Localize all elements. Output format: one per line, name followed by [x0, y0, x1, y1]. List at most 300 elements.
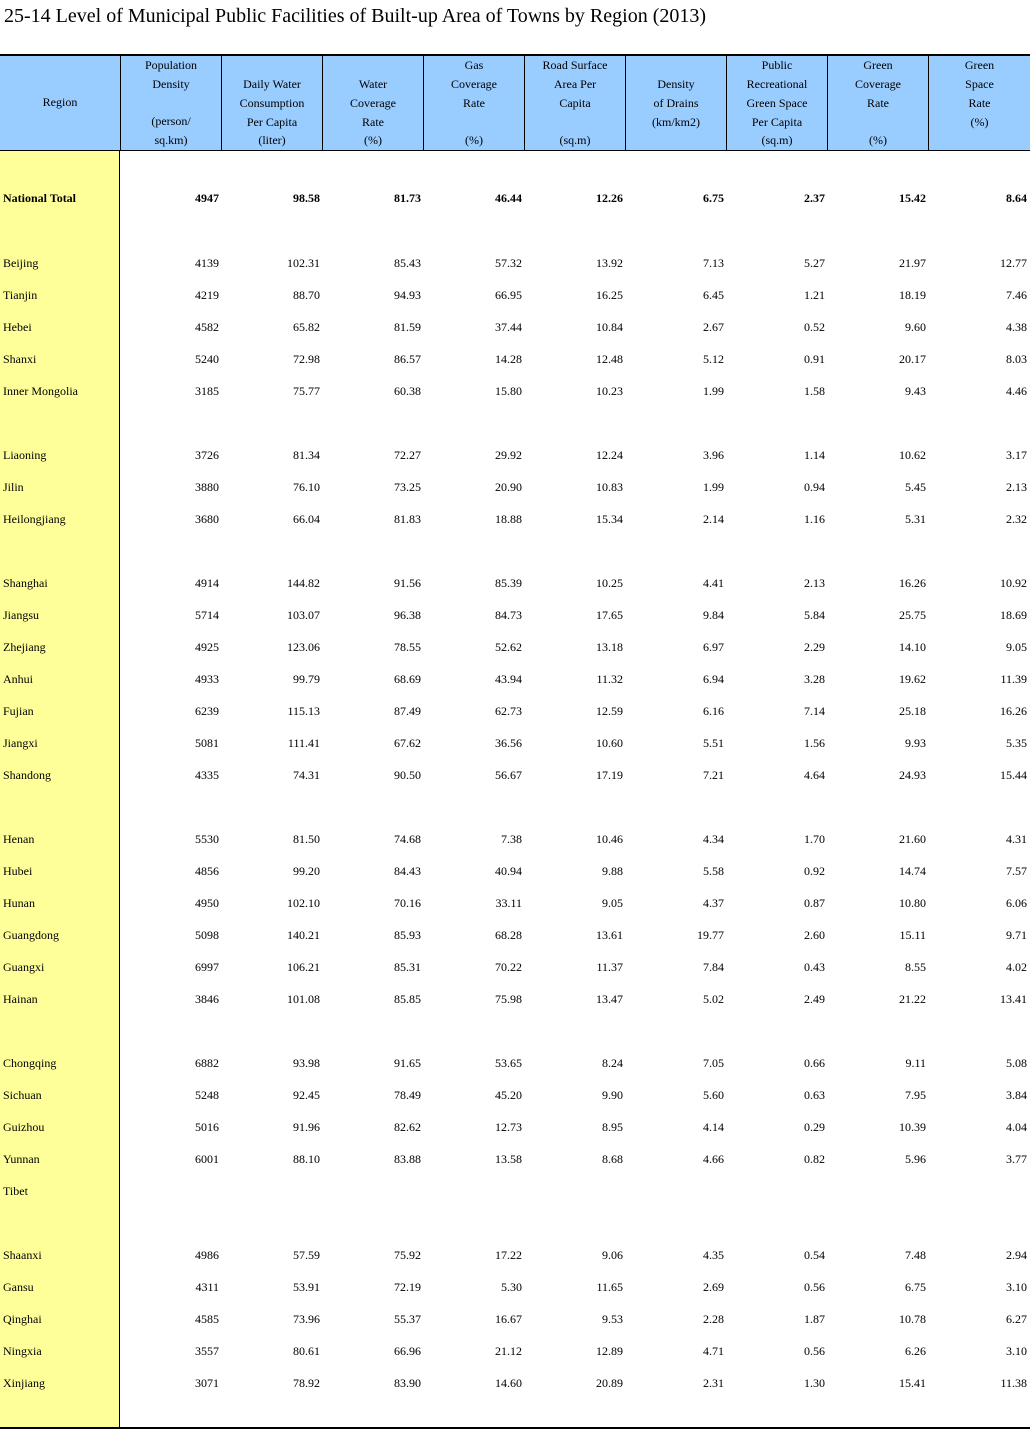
table-cell: 81.59: [394, 320, 421, 334]
column-header-label-line: Daily Water: [243, 77, 301, 91]
column-header-label-line: (km/km2): [652, 115, 700, 129]
table-cell: 0.92: [804, 864, 825, 878]
table-cell: 40.94: [495, 864, 522, 878]
table-cell: 4.64: [804, 768, 825, 782]
table-row: [0, 445, 1030, 465]
table-cell: 29.92: [495, 448, 522, 462]
region-name: Sichuan: [3, 1088, 42, 1102]
table-row-total: [0, 188, 1030, 208]
table-cell: 15.42: [899, 191, 926, 205]
column-header-label-line: Consumption: [239, 96, 305, 110]
table-cell: 5.27: [804, 256, 825, 270]
table-cell: 91.96: [293, 1120, 320, 1134]
table-row: [0, 1149, 1030, 1169]
table-cell: 2.67: [703, 320, 724, 334]
region-name: Ningxia: [3, 1344, 42, 1358]
table-cell: 7.48: [905, 1248, 926, 1262]
table-cell: 6.27: [1006, 1312, 1027, 1326]
column-header-label: [424, 56, 524, 113]
table-cell: 1.30: [804, 1376, 825, 1390]
table-cell: 6.75: [703, 191, 724, 205]
column-header-label: [828, 56, 928, 113]
table-cell: 5530: [195, 832, 219, 846]
table-cell: 65.82: [293, 320, 320, 334]
table-cell: 10.92: [1000, 576, 1027, 590]
column-header-label-line: Rate: [463, 96, 485, 110]
table-cell: 7.57: [1006, 864, 1027, 878]
table-cell: 76.10: [293, 480, 320, 494]
table-cell: 0.54: [804, 1248, 825, 1262]
table-row: [0, 381, 1030, 401]
table-cell: 4.31: [1006, 832, 1027, 846]
table-cell: 2.14: [703, 512, 724, 526]
table-cell: 3.96: [703, 448, 724, 462]
region-name: Tianjin: [3, 288, 38, 302]
table-cell: 3680: [195, 512, 219, 526]
table-cell: 99.20: [293, 864, 320, 878]
table-cell: 13.61: [596, 928, 623, 942]
table-cell: 0.66: [804, 1056, 825, 1070]
table-cell: 102.31: [287, 256, 320, 270]
table-cell: 52.62: [495, 640, 522, 654]
table-cell: 67.62: [394, 736, 421, 750]
region-column: [0, 151, 120, 1427]
column-header-label: [626, 56, 726, 132]
table-cell: 4986: [195, 1248, 219, 1262]
table-row: [0, 637, 1030, 657]
column-header-label-line: Capita: [559, 96, 591, 110]
column-header-label-line: Density: [657, 77, 695, 91]
region-name: Liaoning: [3, 448, 47, 462]
column-header-unit-line: (%): [869, 133, 887, 147]
table-cell: 70.16: [394, 896, 421, 910]
table-cell: 43.94: [495, 672, 522, 686]
table-cell: 85.43: [394, 256, 421, 270]
table-cell: 91.65: [394, 1056, 421, 1070]
table-cell: 4.37: [703, 896, 724, 910]
column-header-label-line: [626, 56, 726, 75]
table-cell: 5.45: [905, 480, 926, 494]
table-cell: 72.19: [394, 1280, 421, 1294]
column-header: [121, 56, 222, 150]
table-cell: 11.32: [596, 672, 623, 686]
table-cell: 18.88: [495, 512, 522, 526]
region-name: Hubei: [3, 864, 33, 878]
table-cell: 1.99: [703, 480, 724, 494]
table-cell: 1.70: [804, 832, 825, 846]
region-name: Hebei: [3, 320, 32, 334]
table-cell: 3.10: [1006, 1280, 1027, 1294]
table-cell: 4311: [195, 1280, 219, 1294]
table-cell: 7.46: [1006, 288, 1027, 302]
table-cell: 91.56: [394, 576, 421, 590]
table-row: [0, 605, 1030, 625]
table-cell: 1.56: [804, 736, 825, 750]
table-cell: 86.57: [394, 352, 421, 366]
table-cell: 140.21: [287, 928, 320, 942]
table-row: [0, 1309, 1030, 1329]
table-cell: 2.13: [804, 576, 825, 590]
table-cell: 3.77: [1006, 1152, 1027, 1166]
column-header-label-line: Coverage: [350, 96, 396, 110]
table-cell: 4.14: [703, 1120, 724, 1134]
column-header-label: [727, 56, 827, 132]
column-header-unit: [525, 131, 625, 150]
table-cell: 62.73: [495, 704, 522, 718]
table-cell: 9.60: [905, 320, 926, 334]
table-cell: 14.10: [899, 640, 926, 654]
table-cell: 0.29: [804, 1120, 825, 1134]
table-cell: 57.32: [495, 256, 522, 270]
table-cell: 5.12: [703, 352, 724, 366]
table-cell: 10.25: [596, 576, 623, 590]
table-cell: 5.02: [703, 992, 724, 1006]
table-cell: 11.37: [596, 960, 623, 974]
table-row: [0, 701, 1030, 721]
column-header-label-line: Water: [358, 77, 388, 91]
table-cell: 1.87: [804, 1312, 825, 1326]
region-name: Hainan: [3, 992, 38, 1006]
table-cell: 4.04: [1006, 1120, 1027, 1134]
column-header-label: [0, 93, 120, 112]
table-cell: 98.58: [293, 191, 320, 205]
table-cell: 5.60: [703, 1088, 724, 1102]
table-cell: 6882: [195, 1056, 219, 1070]
column-header-label-line: Public: [761, 58, 793, 72]
table-cell: 3.84: [1006, 1088, 1027, 1102]
table-cell: 4.38: [1006, 320, 1027, 334]
table-cell: 56.67: [495, 768, 522, 782]
table-cell: 37.44: [495, 320, 522, 334]
column-header: [222, 56, 323, 150]
column-header: [626, 56, 727, 150]
table-cell: 6.06: [1006, 896, 1027, 910]
region-name: Guizhou: [3, 1120, 45, 1134]
table-cell: 73.96: [293, 1312, 320, 1326]
table-cell: 0.82: [804, 1152, 825, 1166]
region-name: Henan: [3, 832, 35, 846]
region-name: Yunnan: [3, 1152, 40, 1166]
table-cell: 15.41: [899, 1376, 926, 1390]
table-cell: 8.24: [602, 1056, 623, 1070]
table-cell: 74.68: [394, 832, 421, 846]
table-cell: 85.31: [394, 960, 421, 974]
table-cell: 5081: [195, 736, 219, 750]
table-cell: 4.71: [703, 1344, 724, 1358]
column-header-label-line: [323, 56, 423, 75]
table-cell: 3557: [195, 1344, 219, 1358]
table-cell: 5.58: [703, 864, 724, 878]
column-header-unit: [323, 131, 423, 150]
table-cell: 5.31: [905, 512, 926, 526]
table-cell: 7.38: [501, 832, 522, 846]
table-row: [0, 1053, 1030, 1073]
table-cell: 0.87: [804, 896, 825, 910]
table-cell: 88.70: [293, 288, 320, 302]
table-cell: 20.90: [495, 480, 522, 494]
column-header-label-line: Population: [144, 58, 197, 72]
table-row: [0, 509, 1030, 529]
region-name: Shanghai: [3, 576, 48, 590]
table-cell: 75.92: [394, 1248, 421, 1262]
table-header: [0, 56, 1030, 151]
table-row: [0, 1085, 1030, 1105]
table-row: [0, 1341, 1030, 1361]
table-bottom-rule: [0, 1427, 1030, 1429]
column-header-unit-line: (%): [465, 133, 483, 147]
table-cell: 66.04: [293, 512, 320, 526]
table-cell: 106.21: [287, 960, 320, 974]
table-cell: 5240: [195, 352, 219, 366]
column-header-label-line: Per Capita: [246, 115, 298, 129]
table-cell: 8.95: [602, 1120, 623, 1134]
column-header-label-line: Gas: [464, 58, 484, 72]
table-cell: 0.56: [804, 1344, 825, 1358]
table-cell: 14.28: [495, 352, 522, 366]
table-cell: 81.34: [293, 448, 320, 462]
table-cell: 2.32: [1006, 512, 1027, 526]
column-header-unit-line: (sq.m): [559, 133, 591, 147]
table-row: [0, 989, 1030, 1009]
table-cell: 46.44: [495, 191, 522, 205]
table-cell: 16.26: [899, 576, 926, 590]
region-name: Shandong: [3, 768, 51, 782]
table-cell: 11.39: [1000, 672, 1027, 686]
column-header: [727, 56, 828, 150]
table-cell: 9.88: [602, 864, 623, 878]
table-cell: 2.28: [703, 1312, 724, 1326]
table-cell: 14.74: [899, 864, 926, 878]
table-cell: 4335: [195, 768, 219, 782]
column-header-label-line: (%): [970, 115, 989, 129]
table-cell: 13.58: [495, 1152, 522, 1166]
table-cell: 6997: [195, 960, 219, 974]
table-cell: 5.08: [1006, 1056, 1027, 1070]
region-name: Xinjiang: [3, 1376, 45, 1390]
table-cell: 6.16: [703, 704, 724, 718]
table-cell: 18.69: [1000, 608, 1027, 622]
table-row: [0, 1181, 1030, 1201]
table-cell: 7.95: [905, 1088, 926, 1102]
table-cell: 2.13: [1006, 480, 1027, 494]
table-cell: 10.84: [596, 320, 623, 334]
table-cell: 0.91: [804, 352, 825, 366]
table-cell: 7.05: [703, 1056, 724, 1070]
column-header-label-line: Per Capita: [751, 115, 803, 129]
table-cell: 111.41: [287, 736, 320, 750]
table-cell: 0.94: [804, 480, 825, 494]
table-cell: 24.93: [899, 768, 926, 782]
column-header-label-line: Region: [42, 95, 78, 109]
column-header-unit: [727, 131, 827, 150]
table-cell: 102.10: [287, 896, 320, 910]
table-row: [0, 253, 1030, 273]
table-cell: 4585: [195, 1312, 219, 1326]
table-cell: 21.97: [899, 256, 926, 270]
table-cell: 0.52: [804, 320, 825, 334]
region-name: Inner Mongolia: [3, 384, 78, 398]
table-cell: 8.64: [1006, 191, 1027, 205]
table-cell: 1.14: [804, 448, 825, 462]
table-cell: 84.43: [394, 864, 421, 878]
column-header-unit: [222, 131, 322, 150]
column-header-unit-line: (sq.m): [761, 133, 793, 147]
table-cell: 9.90: [602, 1088, 623, 1102]
table-cell: 36.56: [495, 736, 522, 750]
table-row: [0, 573, 1030, 593]
table-cell: 81.50: [293, 832, 320, 846]
table-row: [0, 829, 1030, 849]
table-cell: 16.67: [495, 1312, 522, 1326]
table-cell: 5.35: [1006, 736, 1027, 750]
table-cell: 123.06: [287, 640, 320, 654]
table-cell: 10.23: [596, 384, 623, 398]
table-cell: 90.50: [394, 768, 421, 782]
table-cell: 7.84: [703, 960, 724, 974]
table-cell: 10.62: [899, 448, 926, 462]
table-cell: 85.39: [495, 576, 522, 590]
table-cell: 6.45: [703, 288, 724, 302]
table-cell: 3726: [195, 448, 219, 462]
table-cell: 144.82: [287, 576, 320, 590]
table-cell: 17.65: [596, 608, 623, 622]
table-cell: 4.34: [703, 832, 724, 846]
table-cell: 68.69: [394, 672, 421, 686]
column-header-label: [525, 56, 625, 113]
table-row: [0, 861, 1030, 881]
table-cell: 80.61: [293, 1344, 320, 1358]
table-cell: 84.73: [495, 608, 522, 622]
table-cell: 4925: [195, 640, 219, 654]
table-cell: 3.17: [1006, 448, 1027, 462]
table-cell: 10.39: [899, 1120, 926, 1134]
table-cell: 16.25: [596, 288, 623, 302]
table-cell: 101.08: [287, 992, 320, 1006]
column-header-label-line: Coverage: [855, 77, 901, 91]
column-header-label-line: Rate: [867, 96, 889, 110]
region-name: Beijing: [3, 256, 39, 270]
table-row: [0, 893, 1030, 913]
table-cell: 9.43: [905, 384, 926, 398]
table-cell: 74.31: [293, 768, 320, 782]
table-cell: 15.11: [899, 928, 926, 942]
table-cell: 5.30: [501, 1280, 522, 1294]
column-header-unit-line: (%): [364, 133, 382, 147]
region-name: Fujian: [3, 704, 34, 718]
region-name: Qinghai: [3, 1312, 42, 1326]
table-row: [0, 669, 1030, 689]
table-cell: 10.46: [596, 832, 623, 846]
table-cell: 4856: [195, 864, 219, 878]
table-cell: 2.60: [804, 928, 825, 942]
table-cell: 75.98: [495, 992, 522, 1006]
table-cell: 81.73: [394, 191, 421, 205]
table-cell: 93.98: [293, 1056, 320, 1070]
region-name: National Total: [3, 191, 77, 205]
column-header-label-line: Rate: [968, 96, 991, 110]
table-cell: 3846: [195, 992, 219, 1006]
table-cell: 5714: [195, 608, 219, 622]
table-row: [0, 1117, 1030, 1137]
column-header-label-line: Coverage: [451, 77, 497, 91]
table-cell: 88.10: [293, 1152, 320, 1166]
column-header-label-line: Rate: [362, 115, 384, 129]
table-cell: 78.92: [293, 1376, 320, 1390]
table-cell: 6.26: [905, 1344, 926, 1358]
table-cell: 57.59: [293, 1248, 320, 1262]
table-cell: 66.96: [394, 1344, 421, 1358]
table-cell: 0.43: [804, 960, 825, 974]
table-cell: 33.11: [495, 896, 522, 910]
table-cell: 10.78: [899, 1312, 926, 1326]
table-cell: 2.94: [1006, 1248, 1027, 1262]
column-header: [0, 56, 121, 150]
table-cell: 15.80: [495, 384, 522, 398]
table-cell: 4.35: [703, 1248, 724, 1262]
column-header-label-line: Green: [863, 58, 893, 72]
table-cell: 83.90: [394, 1376, 421, 1390]
table-cell: 21.60: [899, 832, 926, 846]
table-cell: 5.51: [703, 736, 724, 750]
table-cell: 4914: [195, 576, 219, 590]
column-header-label-line: of Drains: [653, 96, 699, 110]
table-cell: 7.14: [804, 704, 825, 718]
table-cell: 25.18: [899, 704, 926, 718]
table-cell: 6239: [195, 704, 219, 718]
table-row: [0, 1245, 1030, 1265]
region-name: Jilin: [3, 480, 24, 494]
table-cell: 3.28: [804, 672, 825, 686]
table-cell: 9.93: [905, 736, 926, 750]
table-cell: 2.29: [804, 640, 825, 654]
column-header-label-line: Density: [152, 77, 190, 91]
table-cell: 19.62: [899, 672, 926, 686]
table-cell: 72.98: [293, 352, 320, 366]
table-cell: 4933: [195, 672, 219, 686]
table-row: [0, 349, 1030, 369]
table-cell: 9.05: [1006, 640, 1027, 654]
table-cell: 5016: [195, 1120, 219, 1134]
table-cell: 6001: [195, 1152, 219, 1166]
table-cell: 17.19: [596, 768, 623, 782]
table-cell: 2.49: [804, 992, 825, 1006]
table-cell: 4582: [195, 320, 219, 334]
table-cell: 3185: [195, 384, 219, 398]
table-cell: 92.45: [293, 1088, 320, 1102]
table-cell: 11.38: [1000, 1376, 1027, 1390]
table-row: [0, 477, 1030, 497]
table-row: [0, 733, 1030, 753]
table-cell: 2.37: [804, 191, 825, 205]
region-name: Hunan: [3, 896, 35, 910]
table-cell: 15.34: [596, 512, 623, 526]
table-cell: 53.65: [495, 1056, 522, 1070]
table-cell: 1.21: [804, 288, 825, 302]
table-cell: 9.06: [602, 1248, 623, 1262]
table-cell: 68.28: [495, 928, 522, 942]
table-cell: 12.59: [596, 704, 623, 718]
table-cell: 4950: [195, 896, 219, 910]
table-cell: 78.49: [394, 1088, 421, 1102]
table-cell: 10.83: [596, 480, 623, 494]
region-name: Shanxi: [3, 352, 37, 366]
column-header-unit-line: sq.km): [154, 133, 188, 147]
region-name: Anhui: [3, 672, 33, 686]
column-header-unit-line: (liter): [258, 133, 286, 147]
table-cell: 83.88: [394, 1152, 421, 1166]
table-cell: 60.38: [394, 384, 421, 398]
table-cell: 2.31: [703, 1376, 724, 1390]
